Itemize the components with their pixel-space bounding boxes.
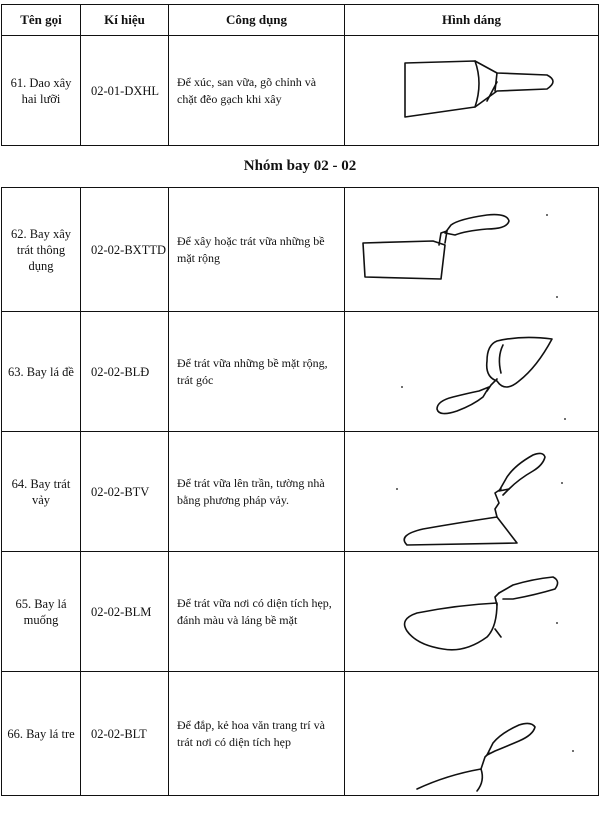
tool-name: 61. Dao xây hai lưỡi <box>2 36 81 146</box>
common-trowel-icon <box>347 195 597 305</box>
tool-use: Để trát vữa lên trần, tường nhà bằng phương pháp vảy. <box>169 432 345 552</box>
header-name: Tên gọi <box>2 5 81 36</box>
tool-code: 02-02-BXTTD <box>81 188 169 312</box>
tool-code: 02-02-BLĐ <box>81 312 169 432</box>
table-row <box>2 672 599 796</box>
tool-shape-cell <box>345 36 599 146</box>
tool-name: 62. Bay xây trát thông dụng <box>2 188 81 312</box>
tools-table-top <box>1 4 599 146</box>
tool-code: 02-02-BLT <box>81 672 169 796</box>
tool-code: 02-01-DXHL <box>81 36 169 146</box>
table-row <box>2 188 599 312</box>
tools-table-main <box>1 187 599 796</box>
tool-shape-cell <box>345 188 599 312</box>
tool-use: Để xây hoặc trát vữa những bề mặt rộng <box>169 188 345 312</box>
tool-name: 65. Bay lá muống <box>2 552 81 672</box>
tool-use: Để đắp, kẻ hoa văn trang trí và trát nơi có diện tích hẹp <box>169 672 345 796</box>
tool-shape-cell <box>345 672 599 796</box>
tool-use: Để xúc, san vữa, gõ chỉnh và chặt đẽo gạch khi xây <box>169 36 345 146</box>
heart-leaf-trowel-icon <box>347 317 597 427</box>
tool-shape-cell <box>345 432 599 552</box>
double-edged-trowel-knife-icon <box>347 41 597 141</box>
tool-shape-cell <box>345 552 599 672</box>
group-title: Nhóm bay 02 - 02 <box>243 158 357 174</box>
tool-code: 02-02-BTV <box>81 432 169 552</box>
tool-code: 02-02-BLM <box>81 552 169 672</box>
tool-name: 63. Bay lá đề <box>2 312 81 432</box>
table-header-row <box>2 5 599 36</box>
header-shape: Hình dáng <box>345 5 599 36</box>
tool-name: 64. Bay trát vảy <box>2 432 81 552</box>
tool-name: 66. Bay lá tre <box>2 672 81 796</box>
bamboo-leaf-trowel-icon <box>347 673 597 795</box>
table-row <box>2 36 599 146</box>
header-use: Công dụng <box>169 5 345 36</box>
tool-use: Để trát vữa những bề mặt rộng, trát góc <box>169 312 345 432</box>
table-row <box>2 552 599 672</box>
table-row <box>2 432 599 552</box>
header-code: Kí hiệu <box>81 5 169 36</box>
flick-trowel-icon <box>347 433 597 551</box>
tool-use: Để trát vữa nơi có diện tích hẹp, đánh màu và láng bề mặt <box>169 552 345 672</box>
spinach-leaf-trowel-icon <box>347 553 597 671</box>
tool-shape-cell <box>345 312 599 432</box>
table-row <box>2 312 599 432</box>
